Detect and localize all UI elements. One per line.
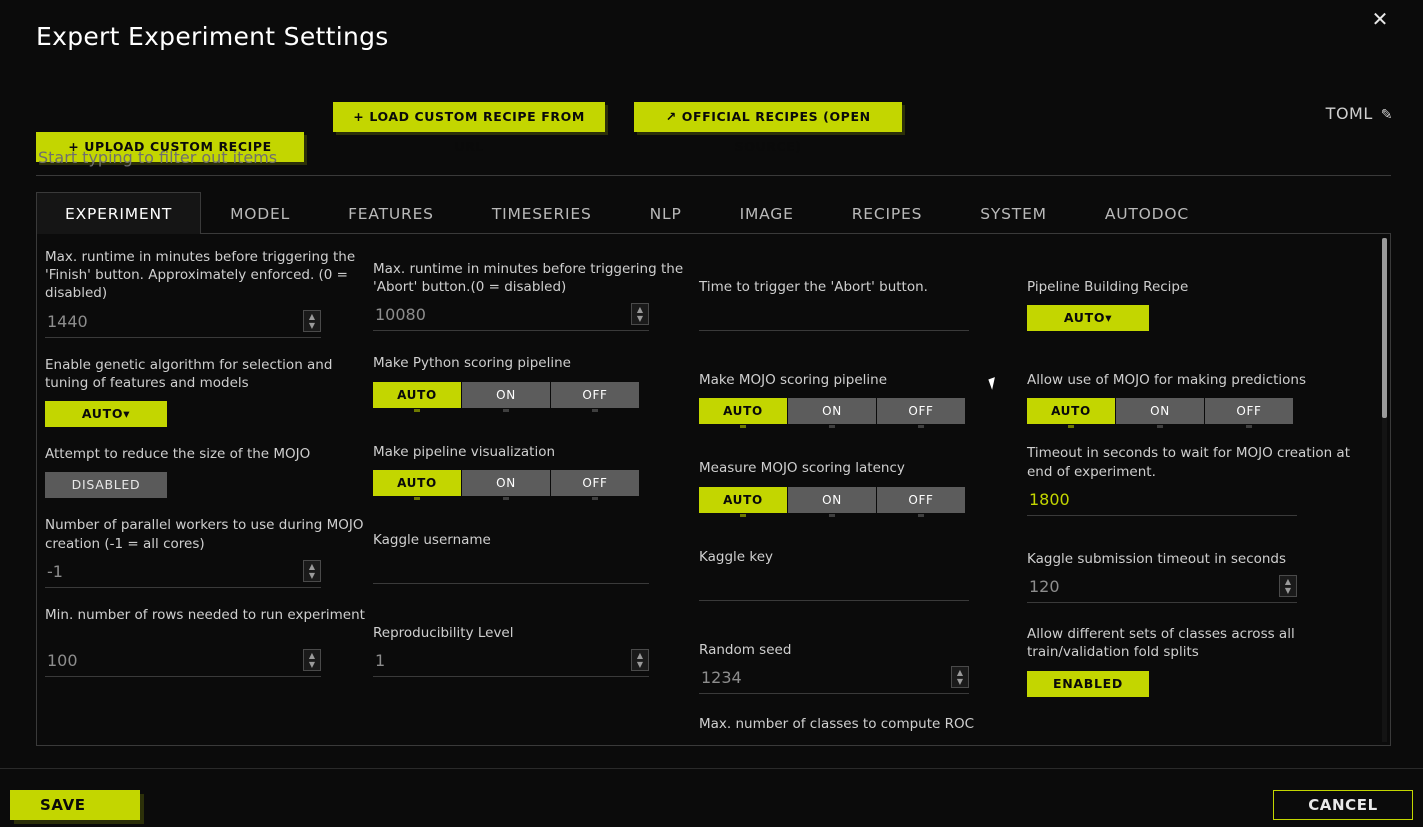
kaggle-key-input-wrap	[699, 575, 969, 601]
field-label: Kaggle username	[373, 531, 491, 548]
allow-mojo-predictions-toggle[interactable]	[1027, 398, 1294, 424]
mojo-timeout-input-wrap	[1027, 490, 1297, 516]
field-label: Reproducibility Level	[373, 625, 514, 642]
reproducibility-level-input-wrap	[373, 651, 649, 677]
page-title: Expert Experiment Settings	[36, 22, 389, 51]
field-different-classes-folds	[1027, 625, 1357, 696]
settings-column-2	[373, 260, 699, 695]
field-parallel-workers-mojo	[45, 516, 365, 587]
parallel-workers-mojo-input-wrap	[45, 562, 321, 588]
filter-row	[36, 148, 1391, 176]
allow-mojo-predictions-off[interactable]: OFF	[1205, 398, 1293, 424]
mojo-scoring-pipeline-on[interactable]: ON	[788, 398, 876, 424]
min-rows-input[interactable]	[45, 651, 321, 672]
field-mojo-latency	[699, 459, 1025, 512]
mojo-scoring-pipeline-toggle[interactable]	[699, 398, 966, 424]
max-runtime-abort-stepper[interactable]: ▲ ▼	[631, 303, 649, 325]
pipeline-visualization-toggle[interactable]	[373, 470, 640, 496]
reproducibility-level-input[interactable]	[373, 651, 649, 672]
genetic-algorithm-dropdown[interactable]: AUTO▾	[45, 401, 167, 427]
load-custom-recipe-from-url-button[interactable]: + LOAD CUSTOM RECIPE FROM URL	[333, 102, 605, 132]
settings-panel	[36, 234, 1391, 746]
field-pipeline-visualization	[373, 443, 699, 496]
field-python-scoring-pipeline	[373, 354, 699, 407]
field-mojo-scoring-pipeline	[699, 371, 1025, 424]
panel-scrollbar[interactable]	[1382, 238, 1387, 742]
max-runtime-finish-input[interactable]	[45, 312, 321, 333]
max-runtime-abort-input-wrap	[373, 305, 649, 331]
field-reproducibility-level	[373, 624, 699, 677]
time-trigger-abort-input[interactable]	[699, 305, 969, 326]
settings-column-3	[699, 278, 1025, 746]
kaggle-timeout-input-wrap	[1027, 577, 1297, 603]
tab-nlp[interactable]: NLP	[649, 205, 682, 223]
tab-autodoc[interactable]: AUTODOC	[1104, 205, 1190, 223]
tab-image[interactable]: IMAGE	[739, 205, 794, 223]
close-icon[interactable]: ✕	[1371, 7, 1389, 31]
mojo-latency-auto[interactable]: AUTO	[699, 487, 787, 513]
max-runtime-finish-input-wrap	[45, 312, 321, 338]
different-classes-folds-toggle[interactable]: ENABLED	[1027, 671, 1149, 697]
tab-model[interactable]: MODEL	[230, 205, 291, 223]
cancel-button[interactable]: CANCEL	[1273, 790, 1413, 820]
field-reduce-mojo-size	[45, 445, 365, 498]
field-label: Make MOJO scoring pipeline	[699, 372, 888, 389]
field-max-classes-roc	[699, 716, 1025, 732]
tab-bar	[36, 192, 1391, 234]
python-scoring-pipeline-auto[interactable]: AUTO	[373, 382, 461, 408]
field-label: Min. number of rows needed to run experiment	[45, 606, 365, 623]
field-kaggle-timeout	[1027, 550, 1357, 603]
official-recipes-button[interactable]: ↗ OFFICIAL RECIPES (OPEN SOURCE)	[634, 102, 902, 132]
pipeline-visualization-on[interactable]: ON	[462, 470, 550, 496]
mojo-scoring-pipeline-off[interactable]: OFF	[877, 398, 965, 424]
min-rows-input-wrap	[45, 651, 321, 677]
pencil-icon: ✎	[1380, 107, 1393, 123]
field-label: Measure MOJO scoring latency	[699, 460, 905, 477]
tab-system[interactable]: SYSTEM	[980, 205, 1047, 223]
settings-column-4	[1027, 278, 1357, 715]
mojo-latency-on[interactable]: ON	[788, 487, 876, 513]
tab-recipes[interactable]: RECIPES	[851, 205, 923, 223]
field-label: Pipeline Building Recipe	[1027, 279, 1189, 295]
field-label: Enable genetic algorithm for selection and tuning of features and models	[45, 356, 333, 391]
reproducibility-level-stepper[interactable]: ▲ ▼	[631, 649, 649, 671]
mojo-timeout-input[interactable]	[1027, 490, 1297, 511]
field-label: Time to trigger the 'Abort' button.	[699, 279, 928, 295]
max-runtime-finish-stepper[interactable]: ▲ ▼	[303, 310, 321, 332]
footer-divider	[0, 768, 1423, 769]
field-label: Allow use of MOJO for making predictions	[1027, 372, 1307, 389]
field-mojo-timeout	[1027, 444, 1357, 515]
pipeline-visualization-auto[interactable]: AUTO	[373, 470, 461, 496]
python-scoring-pipeline-on[interactable]: ON	[462, 382, 550, 408]
random-seed-input[interactable]	[699, 668, 969, 689]
allow-mojo-predictions-auto[interactable]: AUTO	[1027, 398, 1115, 424]
kaggle-timeout-input[interactable]	[1027, 577, 1297, 598]
field-label: Max. number of classes to compute ROC	[699, 716, 975, 733]
field-label: Attempt to reduce the size of the MOJO	[45, 446, 311, 463]
mojo-latency-off[interactable]: OFF	[877, 487, 965, 513]
settings-column-1	[45, 248, 365, 695]
parallel-workers-mojo-input[interactable]	[45, 562, 321, 583]
allow-mojo-predictions-on[interactable]: ON	[1116, 398, 1204, 424]
kaggle-key-input[interactable]	[699, 575, 969, 596]
field-label: Max. runtime in minutes before triggering the 'Abort' button.(0 = disabled)	[373, 261, 684, 296]
field-allow-mojo-predictions	[1027, 371, 1357, 424]
field-max-runtime-finish	[45, 248, 365, 338]
field-random-seed	[699, 641, 1025, 694]
field-label: Kaggle key	[699, 548, 774, 565]
tab-timeseries[interactable]: TIMESERIES	[491, 205, 592, 223]
field-label: Kaggle submission timeout in seconds	[1027, 550, 1287, 567]
parallel-workers-mojo-stepper[interactable]: ▲ ▼	[303, 560, 321, 582]
tab-experiment[interactable]: EXPERIMENT	[36, 192, 201, 235]
field-label: Make pipeline visualization	[373, 443, 556, 460]
field-pipeline-building-recipe	[1027, 278, 1357, 331]
recipe-toolbar	[36, 102, 926, 154]
min-rows-stepper[interactable]: ▲ ▼	[303, 649, 321, 671]
field-time-trigger-abort	[699, 278, 1025, 331]
field-label: Allow different sets of classes across all train/validation fold splits	[1027, 626, 1295, 661]
pipeline-visualization-off[interactable]: OFF	[551, 470, 639, 496]
toml-toggle[interactable]	[1326, 104, 1393, 123]
field-genetic-algorithm	[45, 356, 365, 427]
reduce-mojo-size-toggle[interactable]: DISABLED	[45, 472, 167, 498]
pipeline-building-recipe-dropdown[interactable]: AUTO▾	[1027, 305, 1149, 331]
field-label: Max. runtime in minutes before triggering the 'Finish' button. Approximately enforced. (0 = disabled)	[45, 249, 356, 302]
save-button[interactable]: SAVE	[10, 790, 140, 820]
mojo-scoring-pipeline-auto[interactable]: AUTO	[699, 398, 787, 424]
kaggle-username-input[interactable]	[373, 558, 649, 579]
field-kaggle-key	[699, 548, 1025, 601]
python-scoring-pipeline-toggle[interactable]	[373, 382, 640, 408]
time-trigger-abort-input-wrap	[699, 305, 969, 331]
field-label: Random seed	[699, 641, 792, 658]
field-label: Make Python scoring pipeline	[373, 355, 571, 372]
max-runtime-abort-input[interactable]	[373, 305, 649, 326]
field-label: Timeout in seconds to wait for MOJO creation at end of experiment.	[1027, 445, 1350, 480]
panel-scrollbar-thumb[interactable]	[1382, 238, 1387, 418]
kaggle-timeout-stepper[interactable]: ▲ ▼	[1279, 575, 1297, 597]
mojo-latency-toggle[interactable]	[699, 487, 966, 513]
random-seed-input-wrap	[699, 668, 969, 694]
search-input[interactable]	[36, 148, 1391, 167]
tab-features[interactable]: FEATURES	[348, 205, 434, 223]
field-kaggle-username	[373, 531, 699, 584]
field-label: Number of parallel workers to use during MOJO creation (-1 = all cores)	[45, 517, 364, 552]
random-seed-stepper[interactable]: ▲ ▼	[951, 666, 969, 688]
field-min-rows	[45, 606, 365, 677]
upload-custom-recipe-button[interactable]: + UPLOAD CUSTOM RECIPE	[36, 132, 304, 162]
toml-label: TOML	[1325, 104, 1373, 123]
kaggle-username-input-wrap	[373, 558, 649, 584]
python-scoring-pipeline-off[interactable]: OFF	[551, 382, 639, 408]
field-max-runtime-abort	[373, 260, 699, 331]
